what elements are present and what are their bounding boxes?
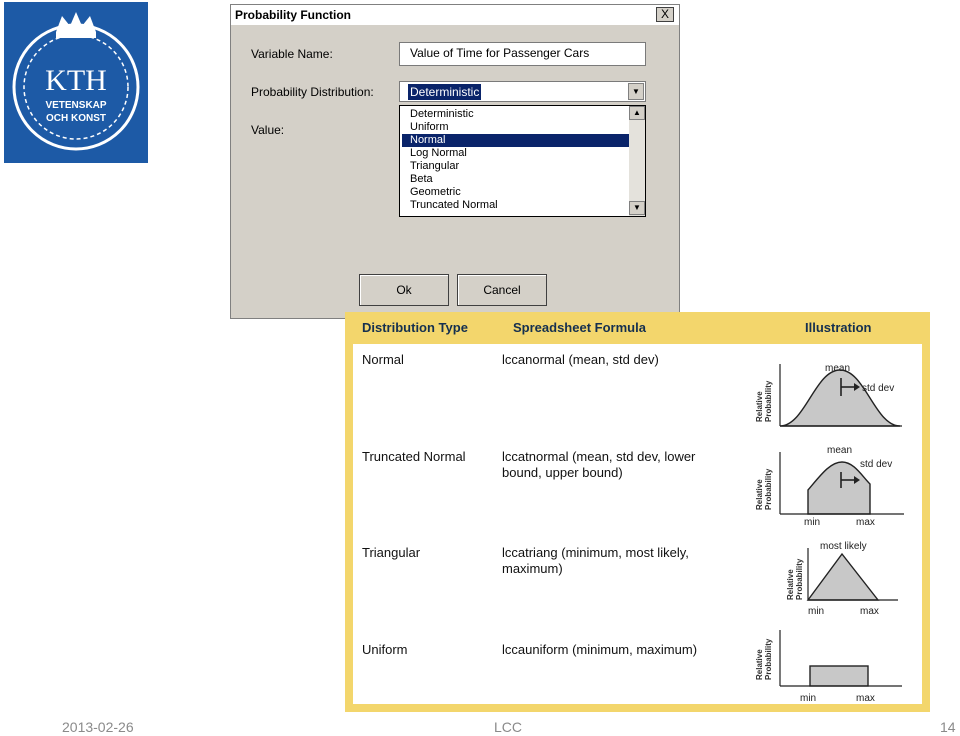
footer-center: LCC xyxy=(494,719,523,735)
uniform-illustration xyxy=(750,622,910,704)
row-formula-truncated-normal: lccatnormal (mean, std dev, lower bound, upper bound) xyxy=(502,449,696,480)
cancel-button[interactable]: Cancel xyxy=(457,274,547,306)
normal-distribution-illustration xyxy=(750,360,910,430)
value-label: Value: xyxy=(251,123,285,137)
axis-label-probability: Probability xyxy=(795,558,804,600)
scroll-up-icon[interactable]: ▲ xyxy=(629,106,645,120)
triangular-illustration xyxy=(750,538,910,620)
label-max: max xyxy=(856,693,875,704)
label-most-likely: most likely xyxy=(820,541,867,552)
label-std-dev: std dev xyxy=(862,383,895,394)
list-scrollbar[interactable] xyxy=(629,106,645,216)
dialog-title: Probability Function xyxy=(235,8,351,22)
option-truncated-normal[interactable]: Truncated Normal xyxy=(410,199,498,211)
distribution-table xyxy=(345,312,930,712)
axis-label-probability: Probability xyxy=(764,380,773,422)
label-std-dev: std dev xyxy=(860,459,893,470)
variable-name-label: Variable Name: xyxy=(251,47,333,61)
triangle-shape xyxy=(808,554,878,600)
row-type-uniform: Uniform xyxy=(362,642,408,657)
logo-text: KTH xyxy=(45,64,107,97)
axis-label-probability: Probability xyxy=(764,468,773,510)
row-type-normal: Normal xyxy=(362,352,404,367)
axis-label-relative: Relative xyxy=(755,391,764,422)
row-formula-uniform: lccauniform (minimum, maximum) xyxy=(502,642,698,657)
option-normal[interactable]: Normal xyxy=(402,134,630,147)
axis-label-relative: Relative xyxy=(755,649,764,680)
option-uniform[interactable]: Uniform xyxy=(410,121,449,133)
truncated-normal-illustration xyxy=(750,442,910,527)
distribution-selected-value: Deterministic xyxy=(410,85,480,99)
option-triangular[interactable]: Triangular xyxy=(410,160,460,172)
distribution-label: Probability Distribution: xyxy=(251,85,374,99)
option-deterministic[interactable]: Deterministic xyxy=(410,108,474,120)
row-type-triangular: Triangular xyxy=(362,545,421,560)
dialog-titlebar[interactable] xyxy=(231,5,679,25)
label-max: max xyxy=(860,606,879,617)
axis-label-relative: Relative xyxy=(755,479,764,510)
ok-button[interactable]: Ok xyxy=(359,274,449,306)
distribution-options-list[interactable] xyxy=(399,105,646,217)
scroll-down-icon[interactable]: ▼ xyxy=(629,201,645,215)
logo-subtitle-1: VETENSKAP xyxy=(45,100,107,111)
label-min: min xyxy=(804,517,821,527)
uniform-rectangle xyxy=(810,666,868,686)
label-mean: mean xyxy=(827,445,853,456)
label-mean: mean xyxy=(825,363,851,374)
normal-curve-fill xyxy=(780,370,900,426)
row-type-truncated-normal: Truncated Normal xyxy=(362,449,466,464)
footer-date: 2013-02-26 xyxy=(62,719,134,735)
label-min: min xyxy=(808,606,825,617)
row-formula-normal: lccanormal (mean, std dev) xyxy=(502,352,659,367)
kth-seal-graphic xyxy=(4,2,148,163)
kth-logo xyxy=(4,2,148,163)
logo-subtitle-2: OCH KONST xyxy=(46,113,106,124)
option-beta[interactable]: Beta xyxy=(410,173,433,185)
label-max: max xyxy=(856,517,875,527)
option-log-normal[interactable]: Log Normal xyxy=(410,147,467,159)
probability-function-dialog xyxy=(230,4,680,319)
header-illustration: Illustration xyxy=(805,320,872,335)
footer-page-number: 14 xyxy=(940,719,956,735)
option-geometric[interactable]: Geometric xyxy=(410,186,461,198)
distribution-select[interactable] xyxy=(399,81,646,102)
header-spreadsheet-formula: Spreadsheet Formula xyxy=(513,320,646,335)
chevron-down-icon[interactable]: ▼ xyxy=(628,83,644,100)
axis-label-probability: Probability xyxy=(764,638,773,680)
row-formula-triangular: lccatriang (minimum, most likely, maximum) xyxy=(502,545,689,576)
header-distribution-type: Distribution Type xyxy=(362,320,468,335)
label-min: min xyxy=(800,693,817,704)
close-button[interactable]: X xyxy=(656,7,674,22)
axis-label-relative: Relative xyxy=(786,569,795,600)
variable-name-input[interactable]: Value of Time for Passenger Cars xyxy=(399,42,646,66)
